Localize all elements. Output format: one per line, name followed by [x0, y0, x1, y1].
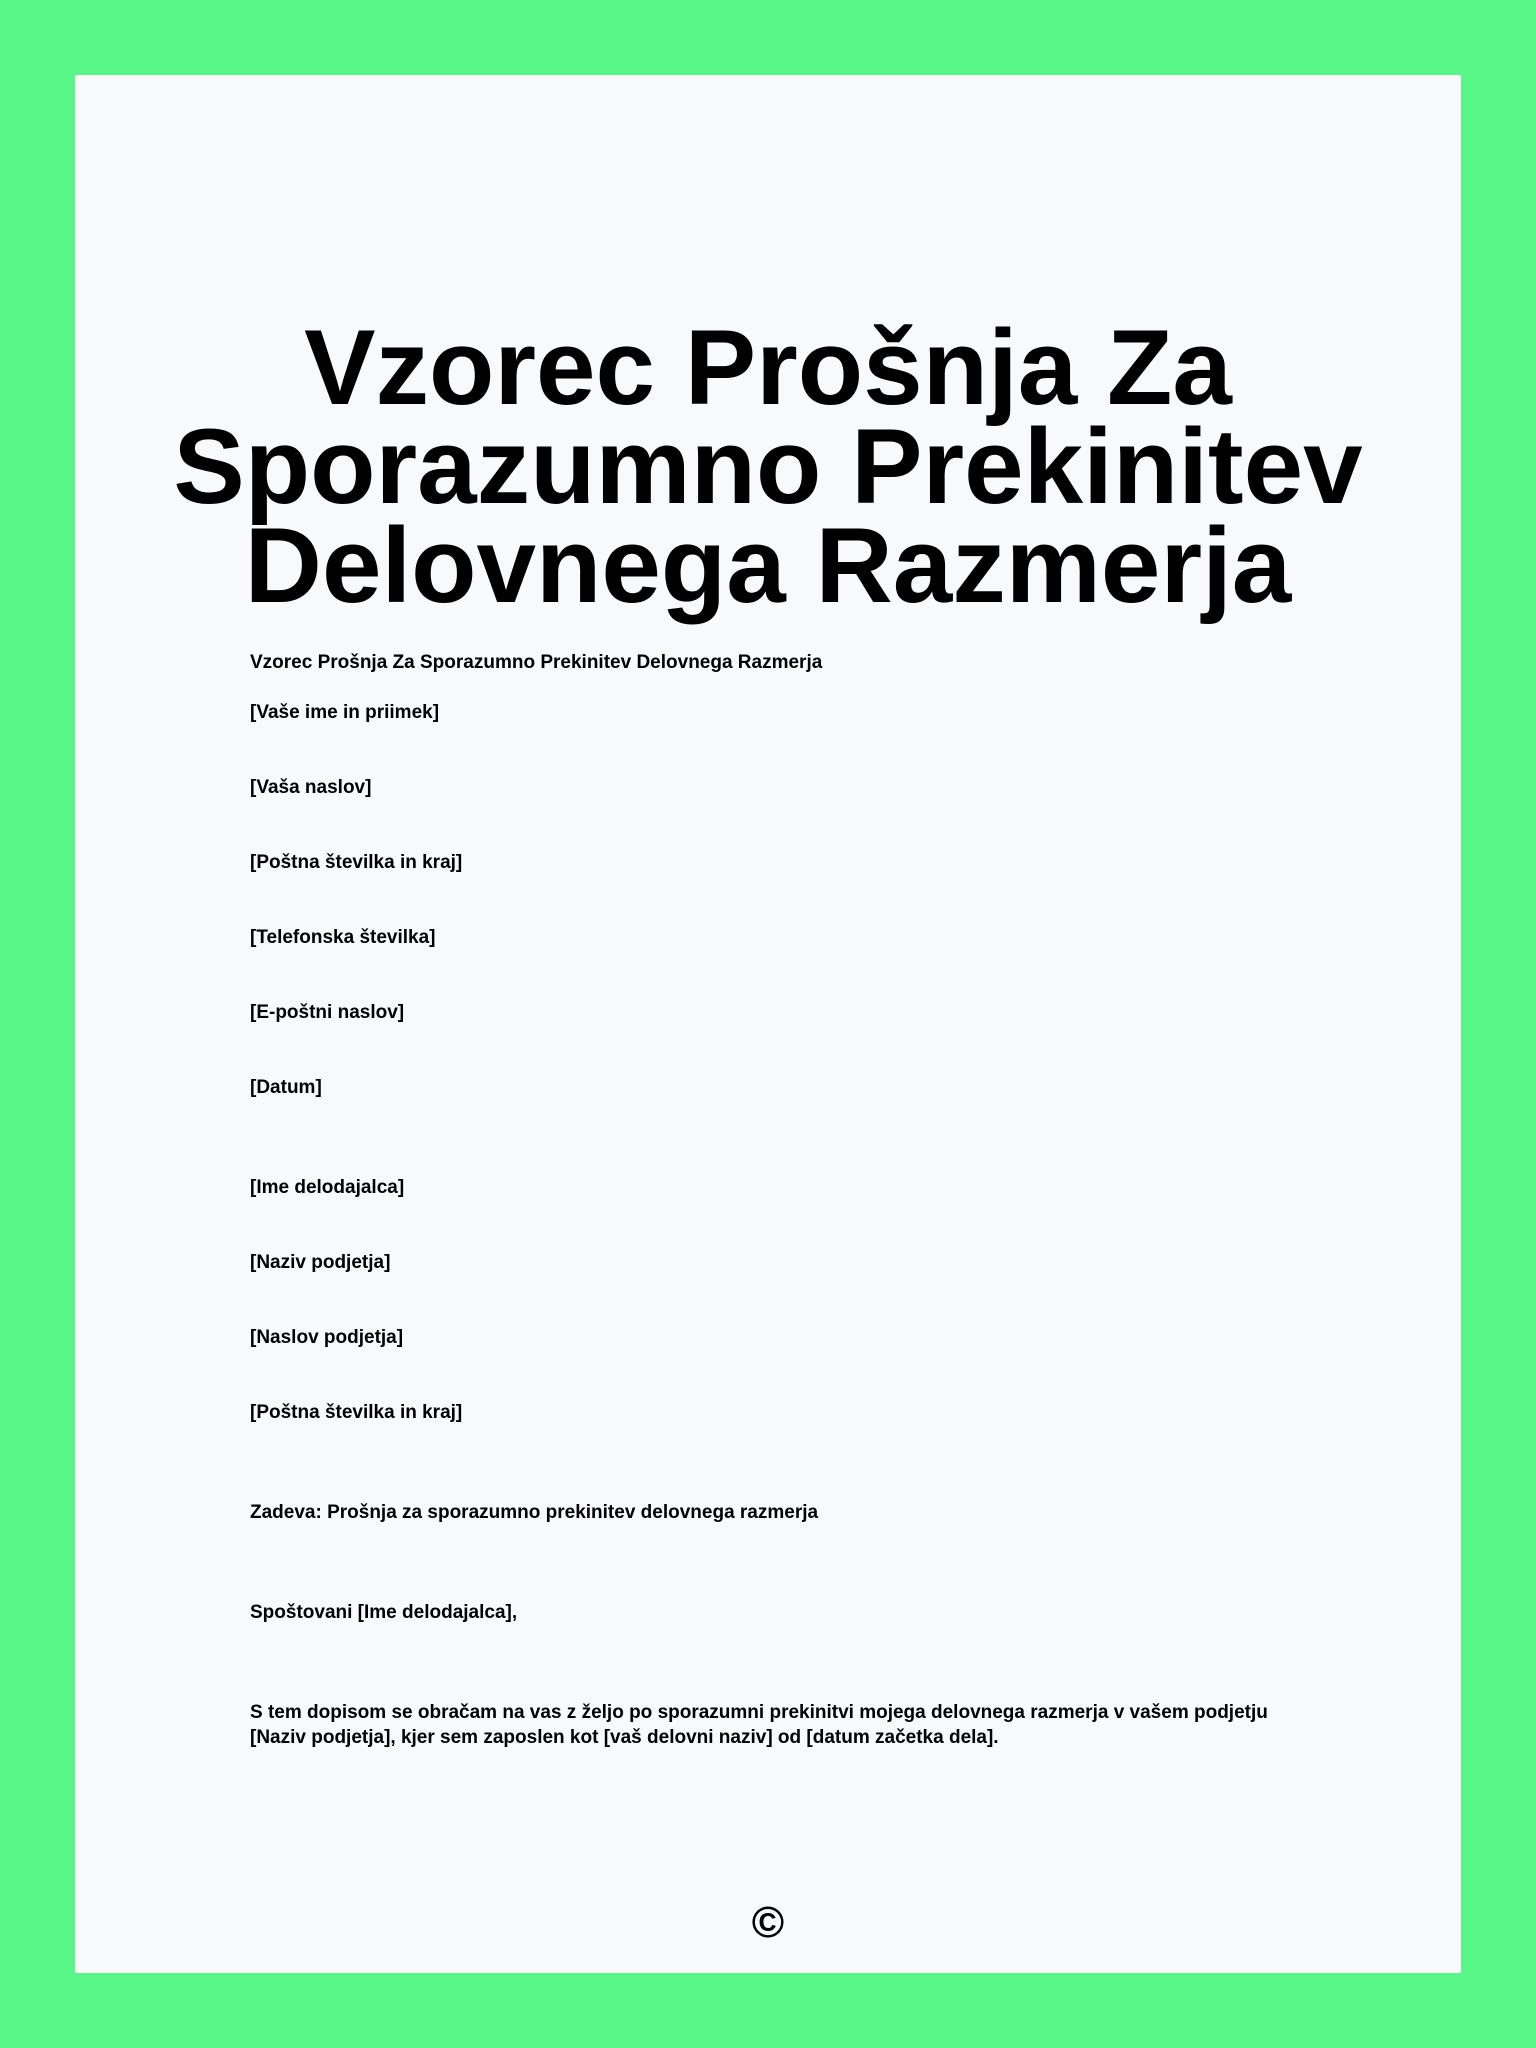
- document-page: [75, 75, 1461, 1973]
- sender-name: [Vaše ime in priimek]: [250, 702, 440, 723]
- sender-address: [Vaša naslov]: [250, 777, 372, 798]
- document-title: Vzorec Prošnja Za Sporazumno Prekinitev Delovnega Razmerja: [173, 307, 1363, 625]
- recipient-postal: [Poštna številka in kraj]: [250, 1402, 463, 1423]
- letter-heading: Vzorec Prošnja Za Sporazumno Prekinitev Delovnega Razmerja: [250, 652, 823, 673]
- recipient-employer-name: [Ime delodajalca]: [250, 1177, 405, 1198]
- sender-email: [E-poštni naslov]: [250, 1002, 405, 1023]
- letter-subject: Zadeva: Prošnja za sporazumno prekinitev delovnega razmerja: [250, 1502, 819, 1523]
- recipient-company-address: [Naslov podjetja]: [250, 1327, 404, 1348]
- letter-paragraph: S tem dopisom se obračam na vas z željo po sporazumni prekinitvi mojega delovnega razmerja v vašem podjetju [Naziv podjetja], kjer sem zaposlen kot [vaš delovni naziv] od [datum začetka dela].: [250, 1702, 1268, 1748]
- letter-date: [Datum]: [250, 1077, 322, 1098]
- recipient-company-name: [Naziv podjetja]: [250, 1252, 391, 1273]
- sender-postal: [Poštna številka in kraj]: [250, 852, 463, 873]
- copyright-icon: ©: [751, 1898, 785, 1947]
- sender-phone: [Telefonska številka]: [250, 927, 436, 948]
- letter-salutation: Spoštovani [Ime delodajalca],: [250, 1602, 518, 1623]
